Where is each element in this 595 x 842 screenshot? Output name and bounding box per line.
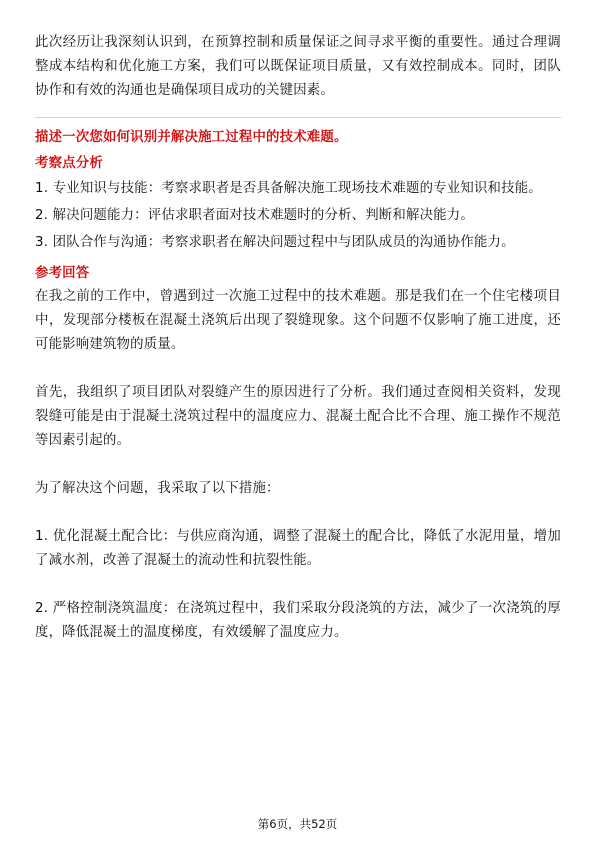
answer-paragraph-2: 首先，我组织了项目团队对裂缝产生的原因进行了分析。我们通过查阅相关资料，发现裂缝可能是由于混凝土浇筑过程中的温度应力、混凝土配合比不合理、施工操作不规范等因素引起的。	[35, 385, 561, 448]
answer-paragraph-3: 为了解决这个问题，我采取了以下措施：	[35, 481, 280, 496]
page-indicator: 第6页，共52页	[257, 817, 338, 831]
answer-heading: 参考回答	[35, 266, 90, 281]
intro-paragraph: 此次经历让我深刻认识到，在预算控制和质量保证之间寻求平衡的重要性。通过合理调整成本结构和优化施工方案，我们可以既保证项目质量，又有效控制成本。同时，团队协作和有效的沟通也是确保项目成功的关键因素。	[35, 35, 561, 98]
page-content	[35, 31, 561, 645]
section-divider	[35, 117, 561, 118]
page-footer	[0, 816, 595, 832]
answer-paragraph-5: 2. 严格控制浇筑温度：在浇筑过程中，我们采取分段浇筑的方法，减少了一次浇筑的厚度，降低混凝土的温度梯度，有效缓解了温度应力。	[35, 601, 561, 640]
analysis-heading: 考察点分析	[35, 156, 103, 171]
question-title: 描述一次您如何识别并解决施工过程中的技术难题。	[35, 130, 348, 145]
analysis-item-1: 1. 专业知识与技能：考察求职者是否具备解决施工现场技术难题的专业知识和技能。	[35, 181, 542, 196]
answer-paragraph-1: 在我之前的工作中，曾遇到过一次施工过程中的技术难题。那是我们在一个住宅楼项目中，发现部分楼板在混凝土浇筑后出现了裂缝现象。这个问题不仅影响了施工进度，还可能影响建筑物的质量。	[35, 289, 561, 352]
answer-paragraph-4: 1. 优化混凝土配合比：与供应商沟通，调整了混凝土的配合比，降低了水泥用量，增加了减水剂，改善了混凝土的流动性和抗裂性能。	[35, 529, 561, 568]
analysis-item-2: 2. 解决问题能力：评估求职者面对技术难题时的分析、判断和解决能力。	[35, 208, 474, 223]
analysis-item-3: 3. 团队合作与沟通：考察求职者在解决问题过程中与团队成员的沟通协作能力。	[35, 235, 515, 250]
